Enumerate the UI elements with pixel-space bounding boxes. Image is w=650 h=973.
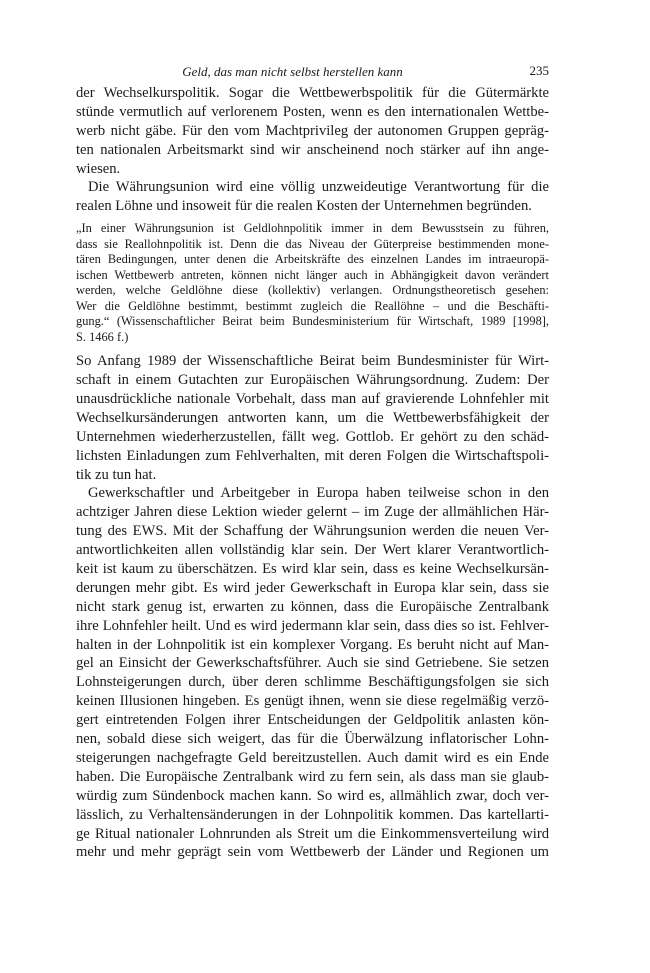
text-line: der Wechselkurspolitik. Sogar die Wettbewerbspolitik für die Gütermärkte xyxy=(76,85,549,101)
paragraph-4 xyxy=(76,484,549,862)
text-line: werb nicht gäbe. Für den vom Machtprivileg der autonomen Gruppen gepräg- xyxy=(76,122,549,139)
text-line: ihre Lohnfehler heilt. Und es wird jedermann klar sein, dass dies so ist. Fehlver- xyxy=(76,617,549,634)
text-line: Wechselkursänderungen antworten kann, um die Wettbewerbsfähigkeit der xyxy=(76,409,549,426)
text-line: nen, sobald diese sich weigert, das für die Überwälzung inflatorischer Lohn- xyxy=(76,731,549,748)
quote-line: gung.“ (Wissenschaftlicher Beirat beim Bundesministerium für Wirtschaft, 1989 [1998], xyxy=(76,314,549,329)
text-line: realen Löhne und insoweit für die realen Kosten der Unternehmen begründen. xyxy=(76,198,532,215)
running-header xyxy=(76,58,549,84)
paragraph-2 xyxy=(76,178,549,216)
paragraph-1 xyxy=(76,84,549,178)
text-line: tung des EWS. Mit der Schaffung der Währungsunion werden die neuen Ver- xyxy=(76,523,549,540)
text-line: lichsten Einladungen zum Fehlverhalten, mit deren Folgen die Wirtschaftspoli- xyxy=(76,447,549,464)
text-line: schaft in einem Gutachten zur Europäischen Währungsordnung. Zudem: Der xyxy=(76,372,549,389)
quote-line: tären Bedingungen, unter denen die Arbeitskräfte des einzelnen Landes im intraeuropä- xyxy=(76,252,549,267)
text-line: Lohnsteigerungen durch, über deren schlimme Beschäftigungsfolgen sie sich xyxy=(76,674,549,691)
running-title: Geld, das man nicht selbst herstellen kann xyxy=(182,64,403,79)
quote-line: ischen Wettbewerb antreten, können nicht länger auch in Abhängigkeit davon verändert xyxy=(76,267,549,282)
text-line: wiesen. xyxy=(76,160,121,177)
text-line: unausdrückliche nationale Vorbehalt, dass man auf gravierende Lohnfehler mit xyxy=(76,391,549,408)
text-line: keinen Illusionen hingeben. Es genügt ihnen, wenn sie diese regelmäßig verzö- xyxy=(76,693,549,710)
text-line: ten nationalen Arbeitsmarkt sind wir anscheinend noch stärker auf ihn ange- xyxy=(76,141,549,158)
text-line: haben. Die Europäische Zentralbank wird zu fern sein, als dass man sie glaub- xyxy=(76,768,549,785)
paragraph-3 xyxy=(76,352,549,484)
text-line: mehr und mehr geprägt sein vom Wettbewerb der Länder und Regionen um xyxy=(76,844,549,861)
text-line: steigerungen nachgefragte Geld bereitzustellen. Auch damit wird es ein Ende xyxy=(76,749,549,766)
text-line: stünde vermutlich auf verlorenem Posten, wenn es den internationalen Wettbe- xyxy=(76,103,549,120)
quote-line: S. 1466 f.) xyxy=(76,329,129,344)
text-line: derungen mehr gibt. Es wird jeder Gewerkschaft in Europa klar sein, dass sie xyxy=(76,579,549,596)
text-line: antwortlichkeiten allen vollständig klar sein. Der Wert klarer Verantwortlich- xyxy=(76,542,549,559)
block-quote xyxy=(76,221,549,345)
text-line: So Anfang 1989 der Wissenschaftliche Beirat beim Bundesminister für Wirt- xyxy=(76,353,549,370)
page-number: 235 xyxy=(529,63,549,78)
text-line: lässlich, zu Verhaltensänderungen in der Lohnpolitik kommen. Das kartellarti- xyxy=(76,806,549,823)
text-line: gert eintretenden Folgen ihrer Entscheidungen der Geldpolitik anlasten kön- xyxy=(76,712,549,729)
text-line: Gewerkschaftler und Arbeitgeber in Europa haben teilweise schon in den xyxy=(88,485,549,502)
text-line: Unternehmen wiederherzustellen, fällt weg. Gottlob. Er gehört zu den schäd- xyxy=(76,428,549,445)
text-line: keit ist kaum zu überschätzen. Es wird klar sein, dass es keine Wechselkursän- xyxy=(76,561,549,578)
text-line: gel an Einsicht der Gewerkschaftsführer. Auch sie sind Getriebene. Sie setzen xyxy=(76,655,549,672)
quote-line: werden, welche Geldlöhne diese (kollektiv) verlangen. Ordnungstheoretisch gesehen: xyxy=(76,283,549,298)
text-line: würdig zum Sündenbock machen kann. So wird es, allmählich zwar, doch ver- xyxy=(76,787,549,804)
text-line: halten in der Lohnpolitik ist ein komplexer Vorgang. Es beruht nicht auf Man- xyxy=(76,636,549,653)
text-line: achtziger Jahren diese Lektion wieder gelernt – im Zuge der allmählichen Här- xyxy=(76,504,549,521)
text-line: nicht stark genug ist, erwarten zu können, dass die Europäische Zentralbank xyxy=(76,598,549,615)
text-line: ge Ritual nationaler Lohnrunden als Streit um die Einkommensverteilung wird xyxy=(76,825,549,842)
book-page xyxy=(76,58,549,862)
quote-line: dass sie Reallohnpolitik ist. Denn die das Niveau der Güterpreise bestimmenden mone- xyxy=(76,236,549,251)
quote-line: Wer die Geldlöhne bestimmt, bestimmt zugleich die Reallöhne – und die Beschäfti- xyxy=(76,298,549,313)
quote-line: „In einer Währungsunion ist Geldlohnpolitik immer in dem Bewusstsein zu führen, xyxy=(76,221,549,236)
text-line: Die Währungsunion wird eine völlig unzweideutige Verantwortung für die xyxy=(88,179,549,196)
text-line: tik zu tun hat. xyxy=(76,466,157,483)
